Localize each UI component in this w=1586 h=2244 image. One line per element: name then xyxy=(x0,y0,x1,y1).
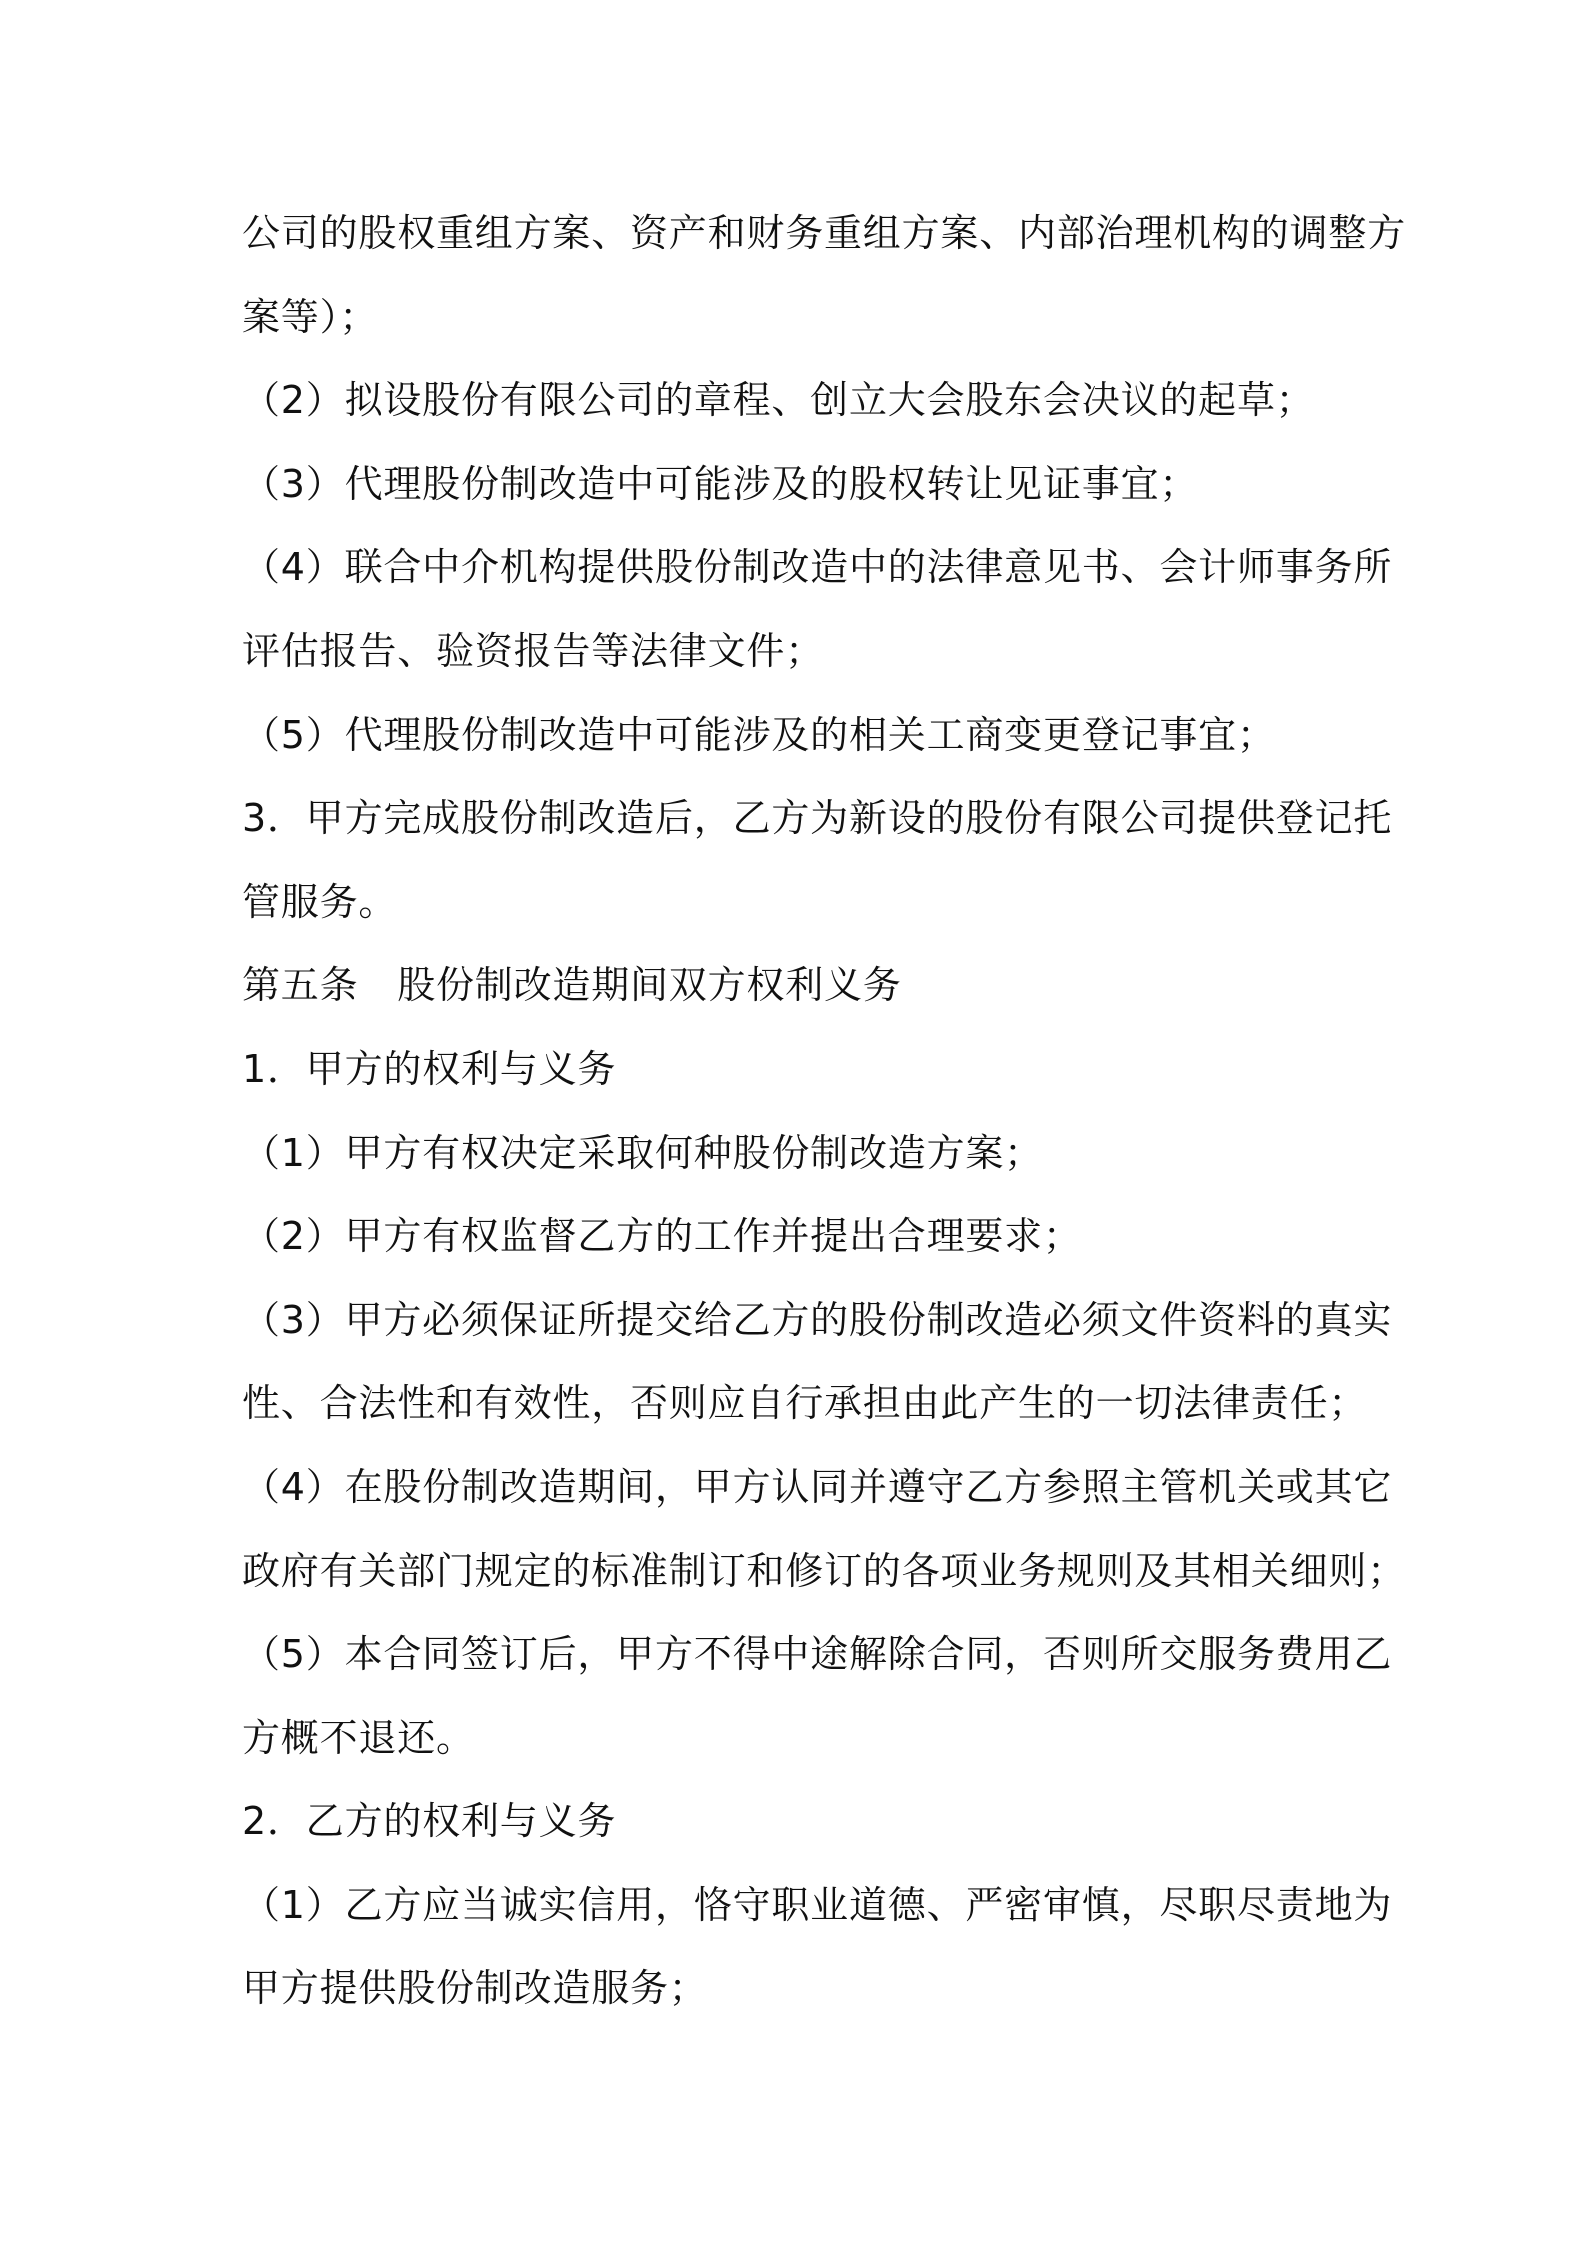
text-line: 管服务。 xyxy=(242,879,398,924)
list-item: （3）甲方必须保证所提交给乙方的股份制改造必须文件资料的真实 xyxy=(242,1297,1393,1342)
list-item: （1）乙方应当诚实信用，恪守职业道德、严密审慎，尽职尽责地为 xyxy=(242,1882,1393,1927)
text-line: 政府有关部门规定的标准制订和修订的各项业务规则及其相关细则； xyxy=(242,1548,1407,1593)
list-item: （2）拟设股份有限公司的章程、创立大会股东会决议的起草； xyxy=(242,378,1315,423)
text-line: 评估报告、验资报告等法律文件； xyxy=(242,628,825,673)
numbered-clause: 3．甲方完成股份制改造后，乙方为新设的股份有限公司提供登记托 xyxy=(242,796,1393,841)
document-body xyxy=(242,192,1407,2031)
numbered-clause: 1．甲方的权利与义务 xyxy=(242,1046,617,1091)
numbered-clause: 2．乙方的权利与义务 xyxy=(242,1799,617,1844)
list-item: （5）代理股份制改造中可能涉及的相关工商变更登记事宜； xyxy=(242,712,1276,757)
list-item: （4）在股份制改造期间，甲方认同并遵守乙方参照主管机关或其它 xyxy=(242,1464,1393,1509)
text-line: 性、合法性和有效性，否则应自行承担由此产生的一切法律责任； xyxy=(242,1381,1368,1426)
list-item: （5）本合同签订后，甲方不得中途解除合同，否则所交服务费用乙 xyxy=(242,1632,1393,1677)
text-line: 公司的股权重组方案、资产和财务重组方案、内部治理机构的调整方 xyxy=(242,211,1407,255)
article-heading: 第五条 股份制改造期间双方权利义务 xyxy=(242,963,902,1008)
list-item: （3）代理股份制改造中可能涉及的股权转让见证事宜； xyxy=(242,461,1199,506)
text-line: 方概不退还。 xyxy=(242,1715,475,1760)
list-item: （4）联合中介机构提供股份制改造中的法律意见书、会计师事务所 xyxy=(242,545,1393,590)
list-item: （1）甲方有权决定采取何种股份制改造方案； xyxy=(242,1130,1043,1175)
list-item: （2）甲方有权监督乙方的工作并提出合理要求； xyxy=(242,1214,1082,1259)
text-line: 案等）； xyxy=(242,294,379,339)
text-line: 甲方提供股份制改造服务； xyxy=(242,1966,708,2011)
